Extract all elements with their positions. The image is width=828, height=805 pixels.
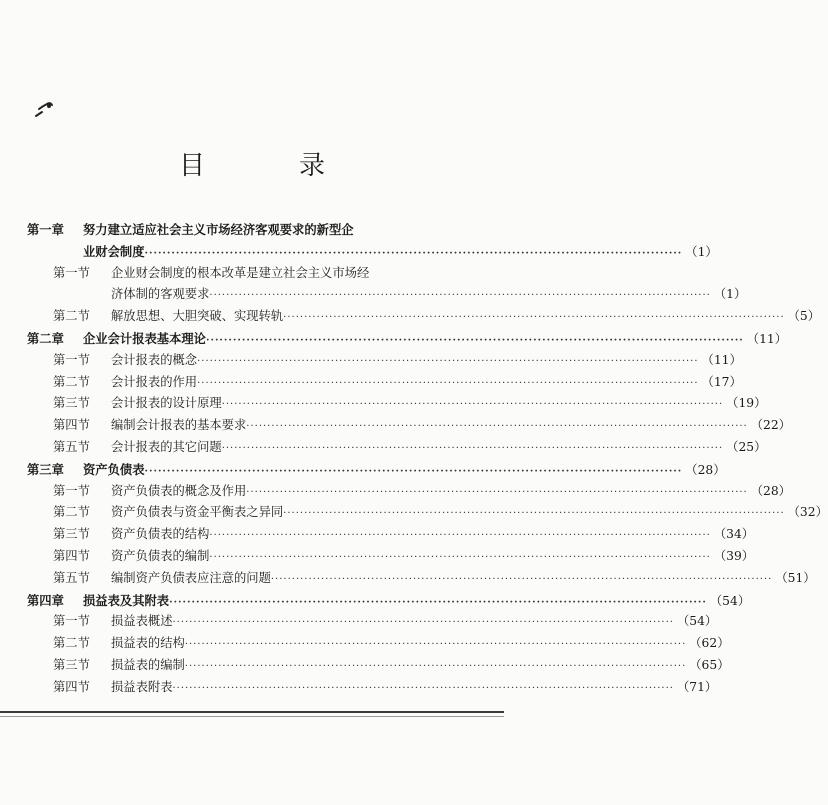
toc-entry-number: 第二节 [53, 505, 90, 520]
toc-entry-title: 资产负债表的概念及作用 [111, 483, 247, 498]
dot-leader: ························································································································ [184, 660, 687, 672]
toc-entry-number: 第二章 [27, 330, 64, 346]
toc-section-row [27, 263, 409, 285]
toc-page-number: （28） [685, 462, 726, 477]
toc-section-row [27, 524, 755, 546]
toc-entry-number: 第一节 [53, 265, 90, 280]
toc-entry-title: 损益表及其附表 [83, 592, 170, 608]
toc-chapter-row [27, 328, 788, 350]
toc-entry-number: 第五节 [53, 439, 90, 454]
toc-entry-number: 第三节 [53, 657, 90, 672]
toc-entry-number: 第一章 [27, 222, 64, 237]
toc-chapter-row [27, 590, 751, 612]
toc-chapter-row [27, 219, 409, 241]
dot-leader: ························································································································ [172, 617, 674, 629]
toc-section-row [27, 415, 791, 437]
toc-chapter-row [27, 241, 718, 263]
toc-page-number: （1） [713, 287, 747, 302]
toc-entry-title: 编制资产负债表应注意的问题 [111, 570, 271, 585]
toc-section-row [27, 481, 791, 503]
toc-entry-number: 第四章 [27, 592, 64, 608]
toc-page-number: （34） [713, 527, 755, 542]
toc-entry-title: 资产负债表的编制 [111, 548, 210, 563]
toc-entry-title: 企业财会制度的根本改革是建立社会主义市场经 [111, 265, 370, 280]
toc-section-row [27, 568, 816, 590]
dot-leader: ························································································································ [209, 290, 711, 302]
toc-entry-title: 会计报表的作用 [111, 374, 198, 389]
toc-entry-number: 第四节 [53, 679, 90, 694]
toc-page-number: （11） [746, 331, 788, 346]
toc-page-number: （1） [685, 244, 718, 259]
toc-section-row [27, 437, 767, 459]
toc-section-row [27, 350, 742, 372]
dot-leader: ························································································································ [205, 334, 744, 346]
dot-leader: ························································································································ [221, 442, 724, 454]
dot-leader: ························································································································ [184, 639, 687, 651]
toc-entry-title: 损益表的结构 [111, 636, 185, 651]
dot-leader: ························································································································ [197, 377, 699, 389]
toc-entry-title: 资产负债表 [83, 461, 145, 477]
toc-entry-number: 第五节 [53, 570, 90, 585]
toc-page-number: （25） [726, 439, 767, 454]
toc-section-row [27, 393, 767, 415]
toc-entry-title: 损益表附表 [111, 679, 173, 694]
toc-entry-title: 编制会计报表的基本要求 [111, 418, 247, 433]
toc-page-number: （54） [676, 614, 718, 629]
toc-page-number: （39） [713, 548, 755, 563]
toc-chapter-row [27, 459, 726, 481]
toc-entry-number: 第三节 [53, 396, 90, 411]
toc-page-number: （32） [787, 505, 828, 520]
toc-entry-title: 会计报表的概念 [111, 352, 198, 367]
toc-section-row [27, 546, 755, 568]
dot-leader: ························································································································ [209, 530, 711, 542]
toc-page-number: （11） [701, 352, 742, 367]
dot-leader: ························································································································ [144, 247, 683, 259]
toc-page-number: （5） [787, 309, 821, 324]
toc-entry-title: 企业会计报表基本理论 [83, 330, 206, 346]
dot-leader: ························································································································ [172, 682, 674, 694]
toc-page-number: （51） [775, 570, 816, 585]
dot-leader: ························································································································ [246, 421, 748, 433]
toc-page-number: （65） [689, 657, 730, 672]
dot-leader: ························································································································ [209, 551, 711, 563]
toc-page-number: （28） [750, 483, 791, 498]
table-of-contents [27, 219, 828, 699]
toc-entry-number: 第二节 [53, 374, 90, 389]
page-title: 目 录 [178, 151, 359, 181]
toc-section-row [27, 284, 747, 306]
toc-section-row [27, 502, 828, 524]
toc-entry-title: 会计报表的设计原理 [111, 396, 222, 411]
toc-entry-number: 第二节 [53, 636, 90, 651]
ink-smudge-icon [34, 100, 56, 120]
toc-section-row [27, 633, 730, 655]
toc-entry-title: 济体制的客观要求 [111, 287, 210, 302]
toc-entry-number: 第二节 [53, 309, 90, 324]
toc-entry-number: 第一节 [53, 614, 90, 629]
dot-leader: ························································································································ [221, 399, 724, 411]
toc-section-row [27, 677, 718, 699]
toc-page-number: （17） [701, 374, 742, 389]
toc-page-number: （19） [726, 396, 767, 411]
toc-entry-title: 业财会制度 [83, 243, 145, 259]
toc-entry-title: 资产负债表的结构 [111, 527, 210, 542]
page-rule-thin [0, 716, 504, 717]
dot-leader: ························································································································ [283, 312, 785, 324]
dot-leader: ························································································································ [169, 596, 707, 608]
page-rule [0, 711, 504, 713]
toc-page-number: （54） [709, 593, 751, 608]
toc-entry-title: 损益表概述 [111, 614, 173, 629]
toc-entry-title: 资产负债表与资金平衡表之异同 [111, 505, 284, 520]
dot-leader: ························································································································ [144, 465, 683, 477]
toc-entry-title: 解放思想、大胆突破、实现转轨 [111, 309, 284, 324]
toc-entry-title: 努力建立适应社会主义市场经济客观要求的新型企 [83, 222, 354, 237]
toc-page-number: （62） [689, 636, 730, 651]
toc-entry-number: 第四节 [53, 418, 90, 433]
dot-leader: ························································································································ [283, 508, 785, 520]
toc-page-number: （22） [750, 418, 791, 433]
dot-leader: ························································································································ [246, 486, 748, 498]
toc-section-row [27, 306, 821, 328]
dot-leader: ························································································································ [197, 355, 699, 367]
dot-leader: ························································································································ [270, 573, 773, 585]
toc-section-row [27, 655, 730, 677]
toc-entry-number: 第三章 [27, 461, 64, 477]
toc-entry-number: 第一节 [53, 483, 90, 498]
toc-entry-number: 第四节 [53, 548, 90, 563]
toc-page-number: （71） [676, 679, 718, 694]
toc-section-row [27, 611, 718, 633]
toc-entry-title: 损益表的编制 [111, 657, 185, 672]
toc-entry-number: 第三节 [53, 527, 90, 542]
toc-entry-number: 第一节 [53, 352, 90, 367]
toc-section-row [27, 372, 742, 394]
toc-entry-title: 会计报表的其它问题 [111, 439, 222, 454]
